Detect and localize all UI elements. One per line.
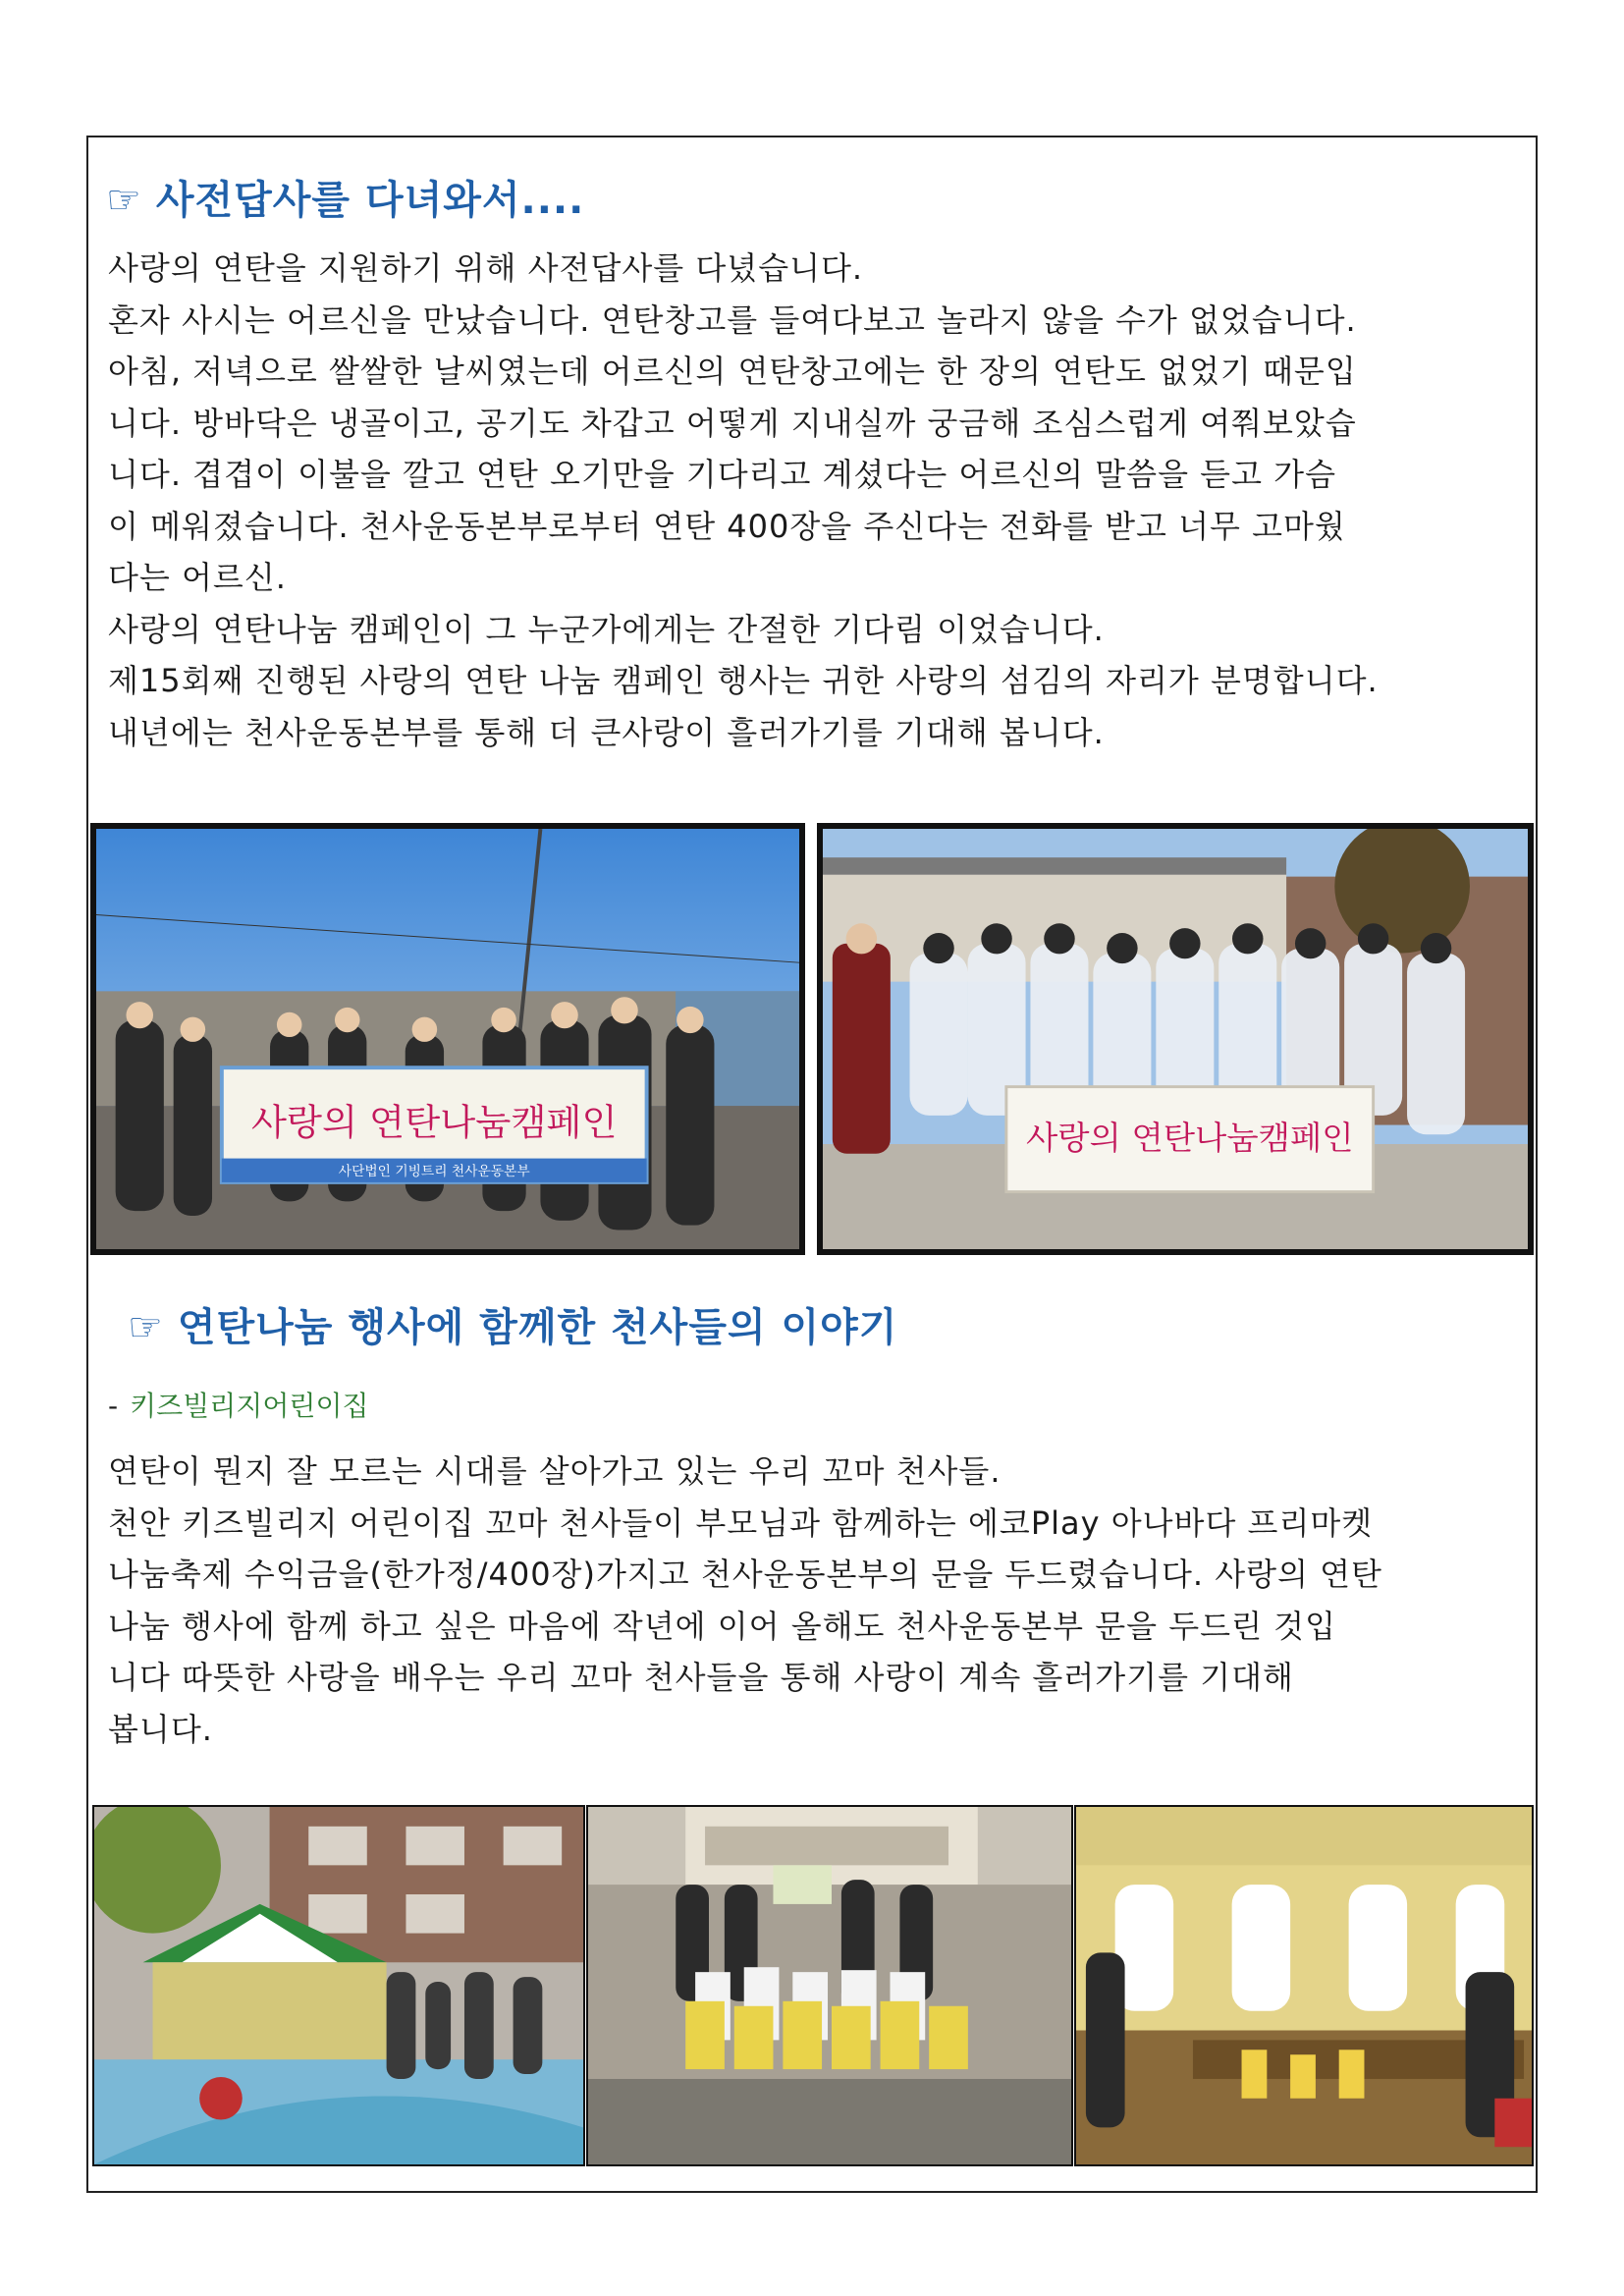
banner-text-right: 사랑의 연탄나눔캠페인 xyxy=(1025,1119,1354,1157)
photo-classroom xyxy=(1074,1805,1534,2166)
paragraph-line: 봅니다. xyxy=(108,1710,213,1748)
section-body-survey xyxy=(108,243,1522,758)
paragraph-line: 내년에는 천사운동본부를 통해 더 큰사랑이 흘러가기를 기대해 봅니다. xyxy=(108,713,1105,751)
paragraph-line: 나눔축제 수익금을(한가정/400장)가지고 천사운동본부의 문을 두드렸습니다. 사랑의 연탄 xyxy=(108,1556,1382,1593)
section-body-angels xyxy=(108,1446,1522,1755)
subsection-label xyxy=(108,1385,369,1424)
paragraph-line: 연탄이 뭔지 잘 모르는 시대를 살아가고 있는 우리 꼬마 천사들. xyxy=(108,1452,1001,1490)
photo-children-donation xyxy=(586,1805,1073,2166)
photo-campaign-street xyxy=(90,823,805,1255)
paragraph-line: 니다. 겹겹이 이불을 깔고 연탄 오기만을 기다리고 계셨다는 어르신의 말씀을 듣고 가슴 xyxy=(108,456,1336,493)
pointing-hand-icon: ☞ xyxy=(128,1305,164,1350)
paragraph-line: 니다 따뜻한 사랑을 배우는 우리 꼬마 천사들을 통해 사랑이 계속 흘러가기를 기대해 xyxy=(108,1659,1294,1696)
dash-marker: - xyxy=(108,1390,119,1422)
section-heading-survey xyxy=(106,169,584,225)
paragraph-line: 이 메워졌습니다. 천사운동본부로부터 연탄 400장을 주신다는 전화를 받고 너무 고마웠 xyxy=(108,507,1346,545)
paragraph-line: 다는 어르신. xyxy=(108,559,287,596)
photo-volunteers-group xyxy=(817,823,1534,1255)
pointing-hand-icon: ☞ xyxy=(106,178,142,223)
photo-flea-market xyxy=(92,1805,585,2166)
paragraph-line: 사랑의 연탄나눔 캠페인이 그 누군가에게는 간절한 기다림 이었습니다. xyxy=(108,610,1105,648)
banner-org-text: 사단법인 기빙트리 천사운동본부 xyxy=(338,1164,530,1180)
section-title: 사전답사를 다녀와서.... xyxy=(155,178,585,223)
paragraph-line: 혼자 사시는 어르신을 만났습니다. 연탄창고를 들여다보고 놀라지 않을 수가 없었습니다. xyxy=(108,301,1357,339)
paragraph-line: 나눔 행사에 함께 하고 싶은 마음에 작년에 이어 올해도 천사운동본부 문을 두드린 것입 xyxy=(108,1607,1336,1645)
paragraph-line: 천안 키즈빌리지 어린이집 꼬마 천사들이 부모님과 함께하는 에코Play 아나바다 프리마켓 xyxy=(108,1503,1374,1542)
paragraph-line: 사랑의 연탄을 지원하기 위해 사전답사를 다녔습니다. xyxy=(108,249,864,287)
paragraph-line: 니다. 방바닥은 냉골이고, 공기도 차갑고 어떻게 지내실까 궁금해 조심스럽게 여쭤보았습 xyxy=(108,404,1357,442)
banner-text-left: 사랑의 연탄나눔캠페인 xyxy=(250,1101,618,1144)
paragraph-line: 아침, 저녁으로 쌀쌀한 날씨였는데 어르신의 연탄창고에는 한 장의 연탄도 없었기 때문입 xyxy=(108,353,1357,390)
paragraph-line: 제15회째 진행된 사랑의 연탄 나눔 캠페인 행사는 귀한 사랑의 섬김의 자리가 분명합니다. xyxy=(108,662,1379,699)
section-title: 연탄나눔 행사에 함께한 천사들의 이야기 xyxy=(177,1305,898,1350)
section-heading-angels xyxy=(128,1296,897,1352)
subsection-title: 키즈빌리지어린이집 xyxy=(130,1390,369,1422)
